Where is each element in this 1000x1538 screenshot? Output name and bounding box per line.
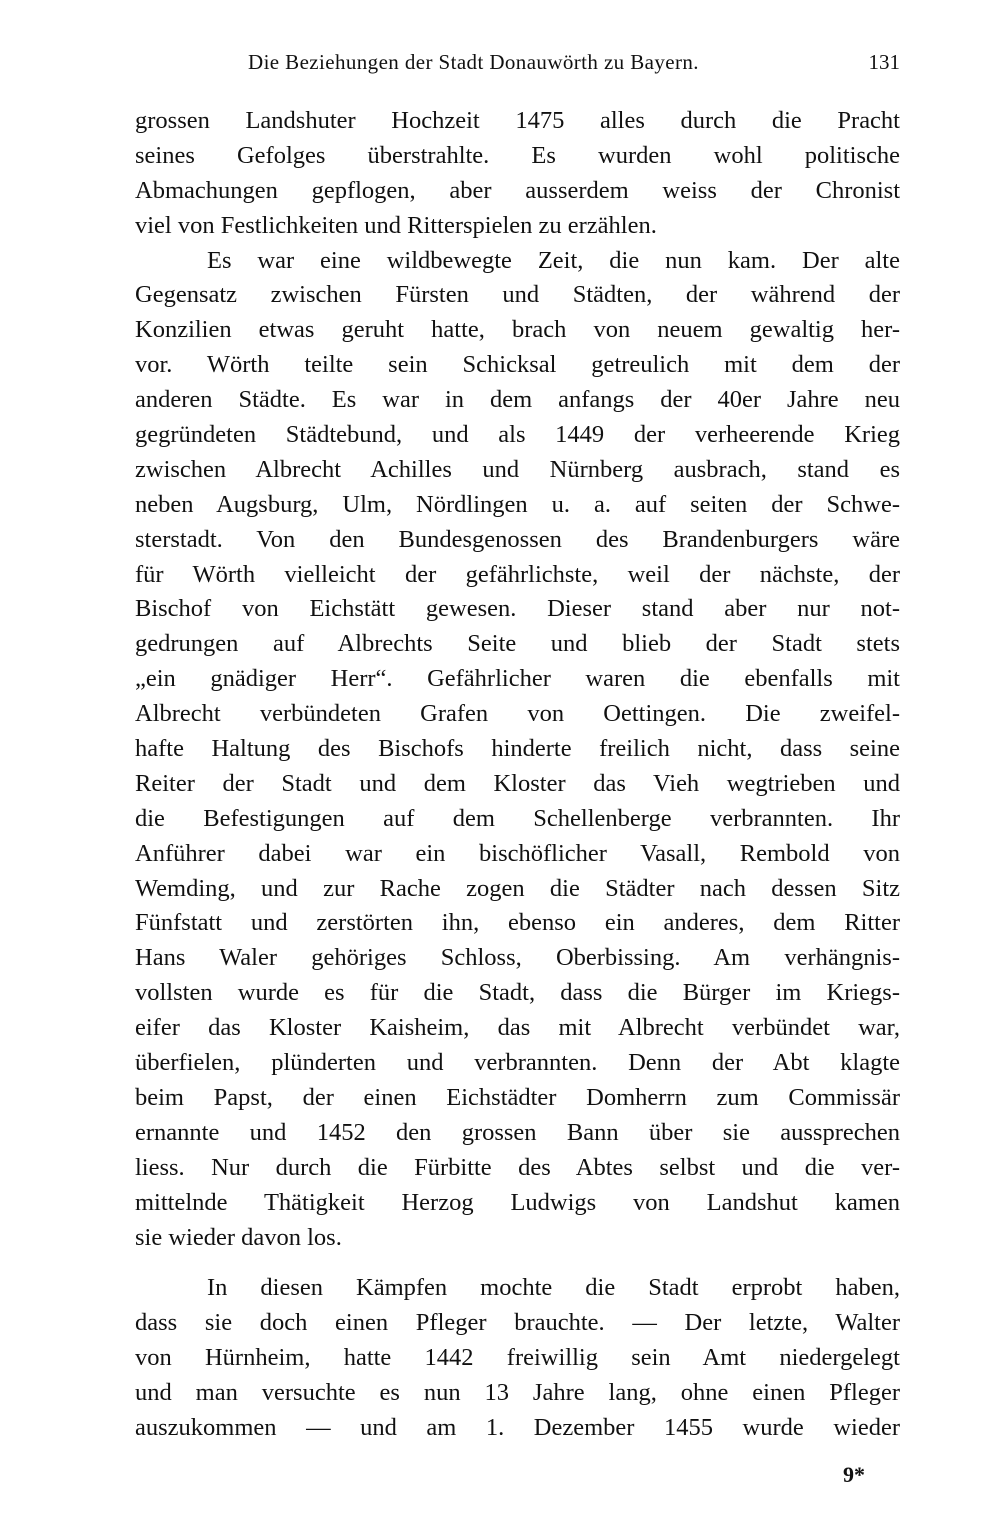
text-line: beim Papst, der einen Eichstädter Domherrn zum Commissär xyxy=(135,1083,900,1111)
text-line: Abmachungen gepflogen, aber ausserdem weiss der Chronist xyxy=(135,176,900,204)
text-line: In diesen Kämpfen mochte die Stadt erprobt haben, xyxy=(207,1274,900,1302)
signature-mark: 9* xyxy=(843,1462,865,1487)
text-line: Bischof von Eichstätt gewesen. Dieser stand aber nur not- xyxy=(135,595,900,623)
text-line: eifer das Kloster Kaisheim, das mit Albrecht verbündet war, xyxy=(135,1014,900,1042)
text-line: liess. Nur durch die Fürbitte des Abtes selbst und die ver- xyxy=(135,1153,900,1181)
body-text xyxy=(135,104,900,1446)
paragraph-1 xyxy=(135,104,900,244)
text-line: von Hürnheim, hatte 1442 freiwillig sein Amt niedergelegt xyxy=(135,1344,900,1372)
text-line: Gegensatz zwischen Fürsten und Städten, der während der xyxy=(135,281,900,309)
text-line: die Befestigungen auf dem Schellenberge verbrannten. Ihr xyxy=(135,804,900,832)
text-line: sie wieder davon los. xyxy=(135,1223,342,1251)
text-line: Es war eine wildbewegte Zeit, die nun kam. Der alte xyxy=(207,246,900,274)
running-title: Die Beziehungen der Stadt Donauwörth zu Bayern. xyxy=(248,50,699,74)
text-line: Reiter der Stadt und dem Kloster das Vieh wegtrieben und xyxy=(135,769,900,797)
text-line: hafte Haltung des Bischofs hinderte freilich nicht, dass seine xyxy=(135,735,900,763)
text-line: mittelnde Thätigkeit Herzog Ludwigs von Landshut kamen xyxy=(135,1188,900,1216)
text-line: „ein gnädiger Herr“. Gefährlicher waren die ebenfalls mit xyxy=(135,665,900,693)
text-line: seines Gefolges überstrahlte. Es wurden wohl politische xyxy=(135,141,900,169)
text-line: auszukommen — und am 1. Dezember 1455 wurde wieder xyxy=(135,1413,900,1441)
paragraph-gap xyxy=(135,1255,900,1271)
text-line: vor. Wörth teilte sein Schicksal getreulich mit dem der xyxy=(135,351,900,379)
text-line: anderen Städte. Es war in dem anfangs der 40er Jahre neu xyxy=(135,386,900,414)
text-line: überfielen, plünderten und verbrannten. Denn der Abt klagte xyxy=(135,1049,900,1077)
text-line: ernannte und 1452 den grossen Bann über sie aussprechen xyxy=(135,1118,900,1146)
paragraph-3 xyxy=(135,1271,900,1445)
text-line: neben Augsburg, Ulm, Nördlingen u. a. auf seiten der Schwe- xyxy=(135,490,900,518)
text-line: und man versuchte es nun 13 Jahre lang, ohne einen Pfleger xyxy=(135,1379,900,1407)
text-line: gegründeten Städtebund, und als 1449 der verheerende Krieg xyxy=(135,421,900,449)
text-line: zwischen Albrecht Achilles und Nürnberg ausbrach, stand es xyxy=(135,455,900,483)
page-header xyxy=(0,50,1000,80)
text-line: sterstadt. Von den Bundesgenossen des Brandenburgers wäre xyxy=(135,525,900,553)
text-line: gedrungen auf Albrechts Seite und blieb der Stadt stets xyxy=(135,630,900,658)
text-line: Hans Waler gehöriges Schloss, Oberbissing. Am verhängnis- xyxy=(135,944,900,972)
text-line: für Wörth vielleicht der gefährlichste, weil der nächste, der xyxy=(135,560,900,588)
text-line: Albrecht verbündeten Grafen von Oettingen. Die zweifel- xyxy=(135,700,900,728)
text-line: Wemding, und zur Rache zogen die Städter nach dessen Sitz xyxy=(135,874,900,902)
text-line: dass sie doch einen Pfleger brauchte. — Der letzte, Walter xyxy=(135,1309,900,1337)
text-line: grossen Landshuter Hochzeit 1475 alles durch die Pracht xyxy=(135,107,900,134)
page-number: 131 xyxy=(868,50,900,74)
text-line: vollsten wurde es für die Stadt, dass die Bürger im Kriegs- xyxy=(135,979,900,1007)
text-line: Fünfstatt und zerstörten ihn, ebenso ein anderes, dem Ritter xyxy=(135,909,900,937)
text-line: Konzilien etwas geruht hatte, brach von neuem gewaltig her- xyxy=(135,316,900,344)
text-line: viel von Festlichkeiten und Ritterspielen zu erzählen. xyxy=(135,211,657,239)
paragraph-2 xyxy=(135,244,900,1256)
text-line: Anführer dabei war ein bischöflicher Vasall, Rembold von xyxy=(135,839,900,867)
